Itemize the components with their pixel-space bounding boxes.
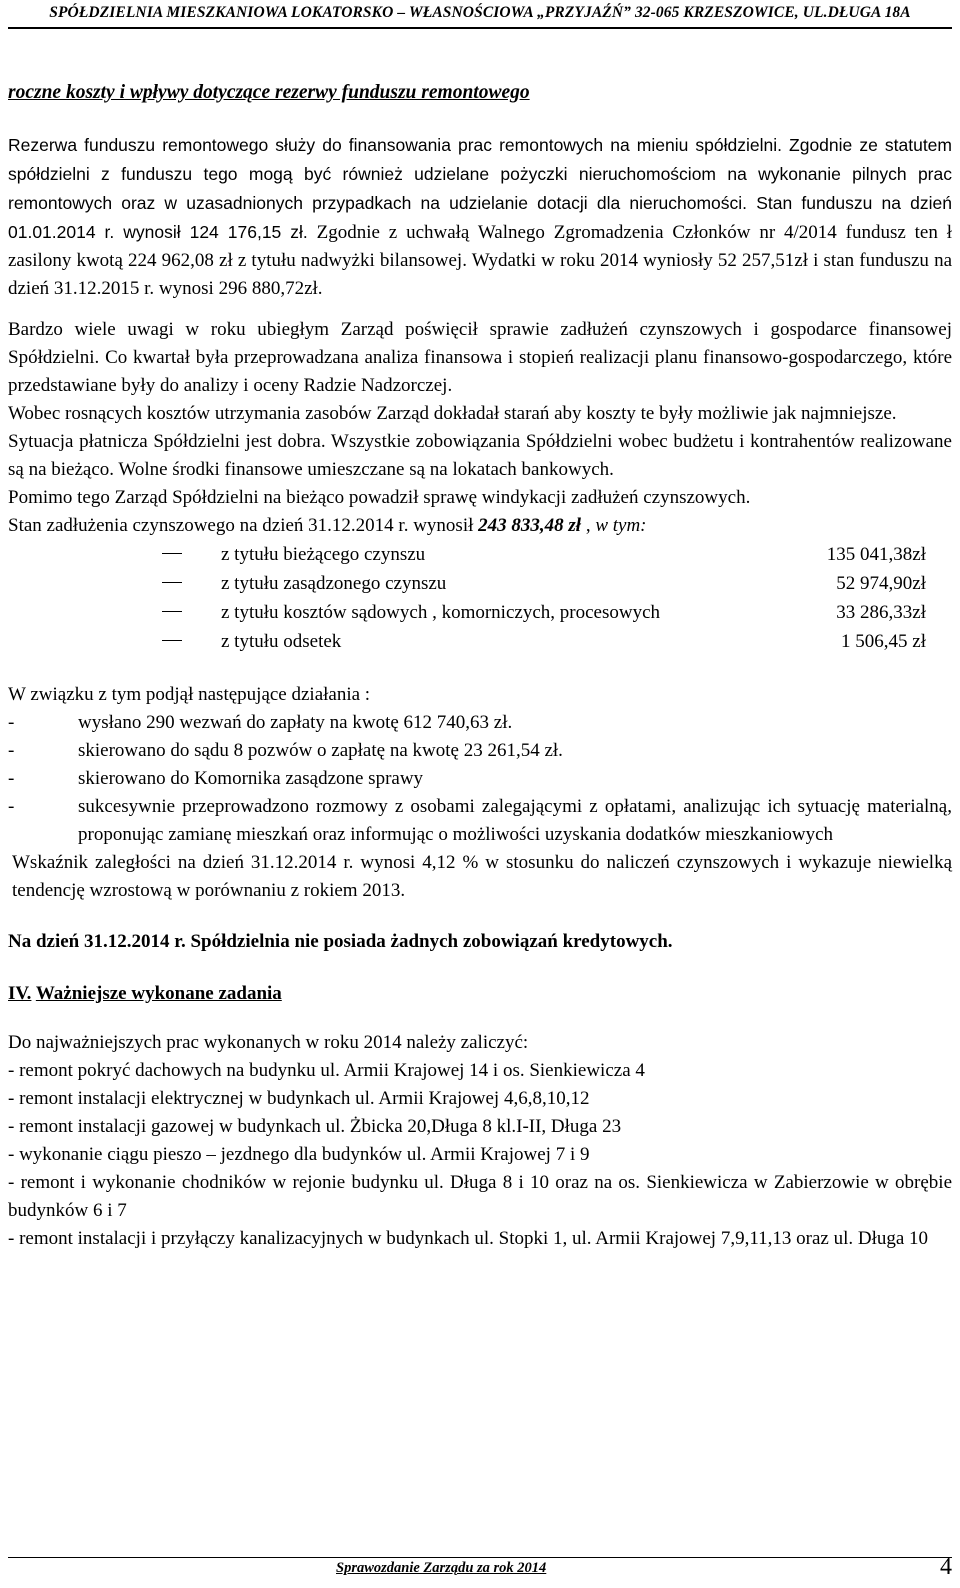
arrears-row-value: 1 506,45 zł — [841, 631, 926, 652]
document-page — [8, 0, 952, 1580]
list-item-text: wysłano 290 wezwań do zapłaty na kwotę 612 740,63 zł. — [78, 712, 513, 733]
fund-paragraph — [8, 131, 952, 303]
list-item-text: sukcesywnie przeprowadzono rozmowy z osobami zalegającymi z opłatami, analizując ich sytuację materialną, proponując zamianę mieszkań oraz informując o możliwości uzyskania dodatków mieszkaniowych — [78, 796, 952, 845]
tasks-list — [8, 1057, 952, 1253]
task-item: - wykonanie ciągu pieszo – jezdnego dla budynków ul. Armii Krajowej 7 i 9 — [8, 1144, 590, 1165]
fund-paragraph-part2: Zgodnie z uchwałą Walnego Zgromadzenia Członków nr 4/2014 fundusz ten ł zasilony kwotą 224 962,08 zł z tytułu nadwyżki bilansowej. Wydatki w roku 2014 wyniosły 52 257,51zł i stan funduszu na dzień 31.12.2015 r. wynosi 296 880,72zł. — [8, 222, 952, 299]
arrears-row-label: z tytułu odsetek — [221, 631, 342, 652]
arrears-w-tym: w tym: — [595, 515, 647, 536]
debt-collection-paragraph: Pomimo tego Zarząd Spółdzielni na bieżąco powadził sprawę windykacji zadłużeń czynszowych. — [8, 487, 751, 508]
task-item: - remont i wykonanie chodników w rejonie budynku ul. Długa 8 i 10 oraz na os. Sienkiewicza w Zabierzowie w obrębie budynków 6 i 7 — [8, 1172, 952, 1221]
list-marker: - — [8, 796, 15, 817]
arrears-row — [8, 540, 952, 569]
section-title: roczne koszty i wpływy dotyczące rezerwy funduszu remontowego — [8, 82, 530, 103]
page-number: 4 — [940, 1554, 952, 1580]
list-item — [8, 709, 952, 737]
section-4-number: IV. — [8, 983, 32, 1004]
arrears-row-label: z tytułu zasądzonego czynszu — [221, 573, 447, 594]
section-4-heading — [8, 980, 952, 1008]
arrears-row-label: z tytułu kosztów sądowych , komorniczych, procesowych — [221, 602, 661, 623]
task-item: - remont instalacji gazowej w budynkach ul. Żbicka 20,Długa 8 kl.I-II, Długa 23 — [8, 1116, 622, 1137]
arrears-row-label: z tytułu bieżącego czynszu — [221, 544, 426, 565]
task-item: - remont pokryć dachowych na budynku ul. Armii Krajowej 14 i os. Sienkiewicza 4 — [8, 1060, 645, 1081]
arrears-indicator-paragraph: Wskaźnik zaległości na dzień 31.12.2014 r. wynosi 4,12 % w stosunku do naliczeń czynszowych i wykazuje niewielką tendencję wzrostową w porównaniu z rokiem 2013. — [12, 852, 952, 901]
arrears-row-value: 52 974,90zł — [836, 573, 926, 594]
list-item — [8, 793, 952, 849]
dash-marker — [162, 553, 182, 554]
list-marker: - — [8, 740, 15, 761]
credit-note: Na dzień 31.12.2014 r. Spółdzielnia nie posiada żadnych zobowiązań kredytowych. — [8, 931, 673, 952]
actions-intro: W związku z tym podjął następujące działania : — [8, 684, 371, 705]
arrears-row — [8, 598, 952, 627]
dash-marker — [162, 640, 182, 641]
arrears-attention-paragraph: Bardzo wiele uwagi w roku ubiegłym Zarząd poświęcił sprawie zadłużeń czynszowych i gospodarce finansowej Spółdzielni. Co kwartał była przeprowadzana analiza finansowa i stopień realizacji planu finansowo-gospodarczego, które przedstawiane były do analizy i oceny Radzie Nadzorczej. — [8, 319, 952, 396]
arrears-intro — [8, 512, 952, 540]
section-4-title: Ważniejsze wykonane zadania — [35, 983, 282, 1004]
arrears-row — [8, 627, 952, 656]
arrears-breakdown — [8, 540, 952, 656]
arrears-row — [8, 569, 952, 598]
list-item-text: skierowano do sądu 8 pozwów o zapłatę na kwotę 23 261,54 zł. — [78, 740, 563, 761]
dash-marker — [162, 611, 182, 612]
page-header: SPÓŁDZIELNIA MIESZKANIOWA LOKATORSKO – WŁASNOŚCIOWA „PRZYJAŹŃ” 32-065 KRZESZOWICE, UL.DŁUGA 18A — [8, 4, 952, 29]
list-item — [8, 737, 952, 765]
tasks-intro: Do najważniejszych prac wykonanych w roku 2014 należy zaliczyć: — [8, 1032, 529, 1053]
list-item-text: skierowano do Komornika zasądzone sprawy — [78, 768, 424, 789]
dash-marker — [162, 582, 182, 583]
costs-paragraph: Wobec rosnących kosztów utrzymania zasobów Zarząd dokładał starań aby koszty te były możliwie jak najmniejsze. — [8, 403, 897, 424]
arrears-intro-text: Stan zadłużenia czynszowego na dzień 31.12.2014 r. wynosił — [8, 515, 479, 536]
list-marker: - — [8, 712, 15, 733]
arrears-row-value: 33 286,33zł — [836, 602, 926, 623]
payment-situation-paragraph: Sytuacja płatnicza Spółdzielni jest dobra. Wszystkie zobowiązania Spółdzielni wobec budżetu i kontrahentów realizowane są na bieżąco. Wolne środki finansowe umieszczane są na lokatach bankowych. — [8, 431, 952, 480]
arrears-separator: , — [581, 515, 596, 536]
list-item — [8, 765, 952, 793]
page-footer — [8, 1554, 952, 1588]
task-item: - remont instalacji elektrycznej w budynkach ul. Armii Krajowej 4,6,8,10,12 — [8, 1088, 590, 1109]
task-item: - remont instalacji i przyłączy kanalizacyjnych w budynkach ul. Stopki 1, ul. Armii Krajowej 7,9,11,13 oraz ul. Długa 10 — [8, 1228, 929, 1249]
arrears-amount: 243 833,48 zł — [478, 515, 582, 536]
actions-list — [8, 709, 952, 849]
arrears-row-value: 135 041,38zł — [826, 544, 926, 565]
fund-paragraph-part1: Rezerwa funduszu remontowego służy do finansowania prac remontowych na mieniu spółdzielni. Zgodnie ze statutem spółdzielni z funduszu tego mogą być również udzielane pożyczki nieruchomościom na wykonanie pilnych prac remontowych oraz w uzasadnionych przypadkach na udzielanie dotacji dla nieruchomości. Stan funduszu na dzień 01.01.2014 r. wynosił 124 176,15 zł. — [8, 135, 952, 242]
list-marker: - — [8, 768, 15, 789]
footer-label: Sprawozdanie Zarządu za rok 2014 — [336, 1560, 547, 1576]
